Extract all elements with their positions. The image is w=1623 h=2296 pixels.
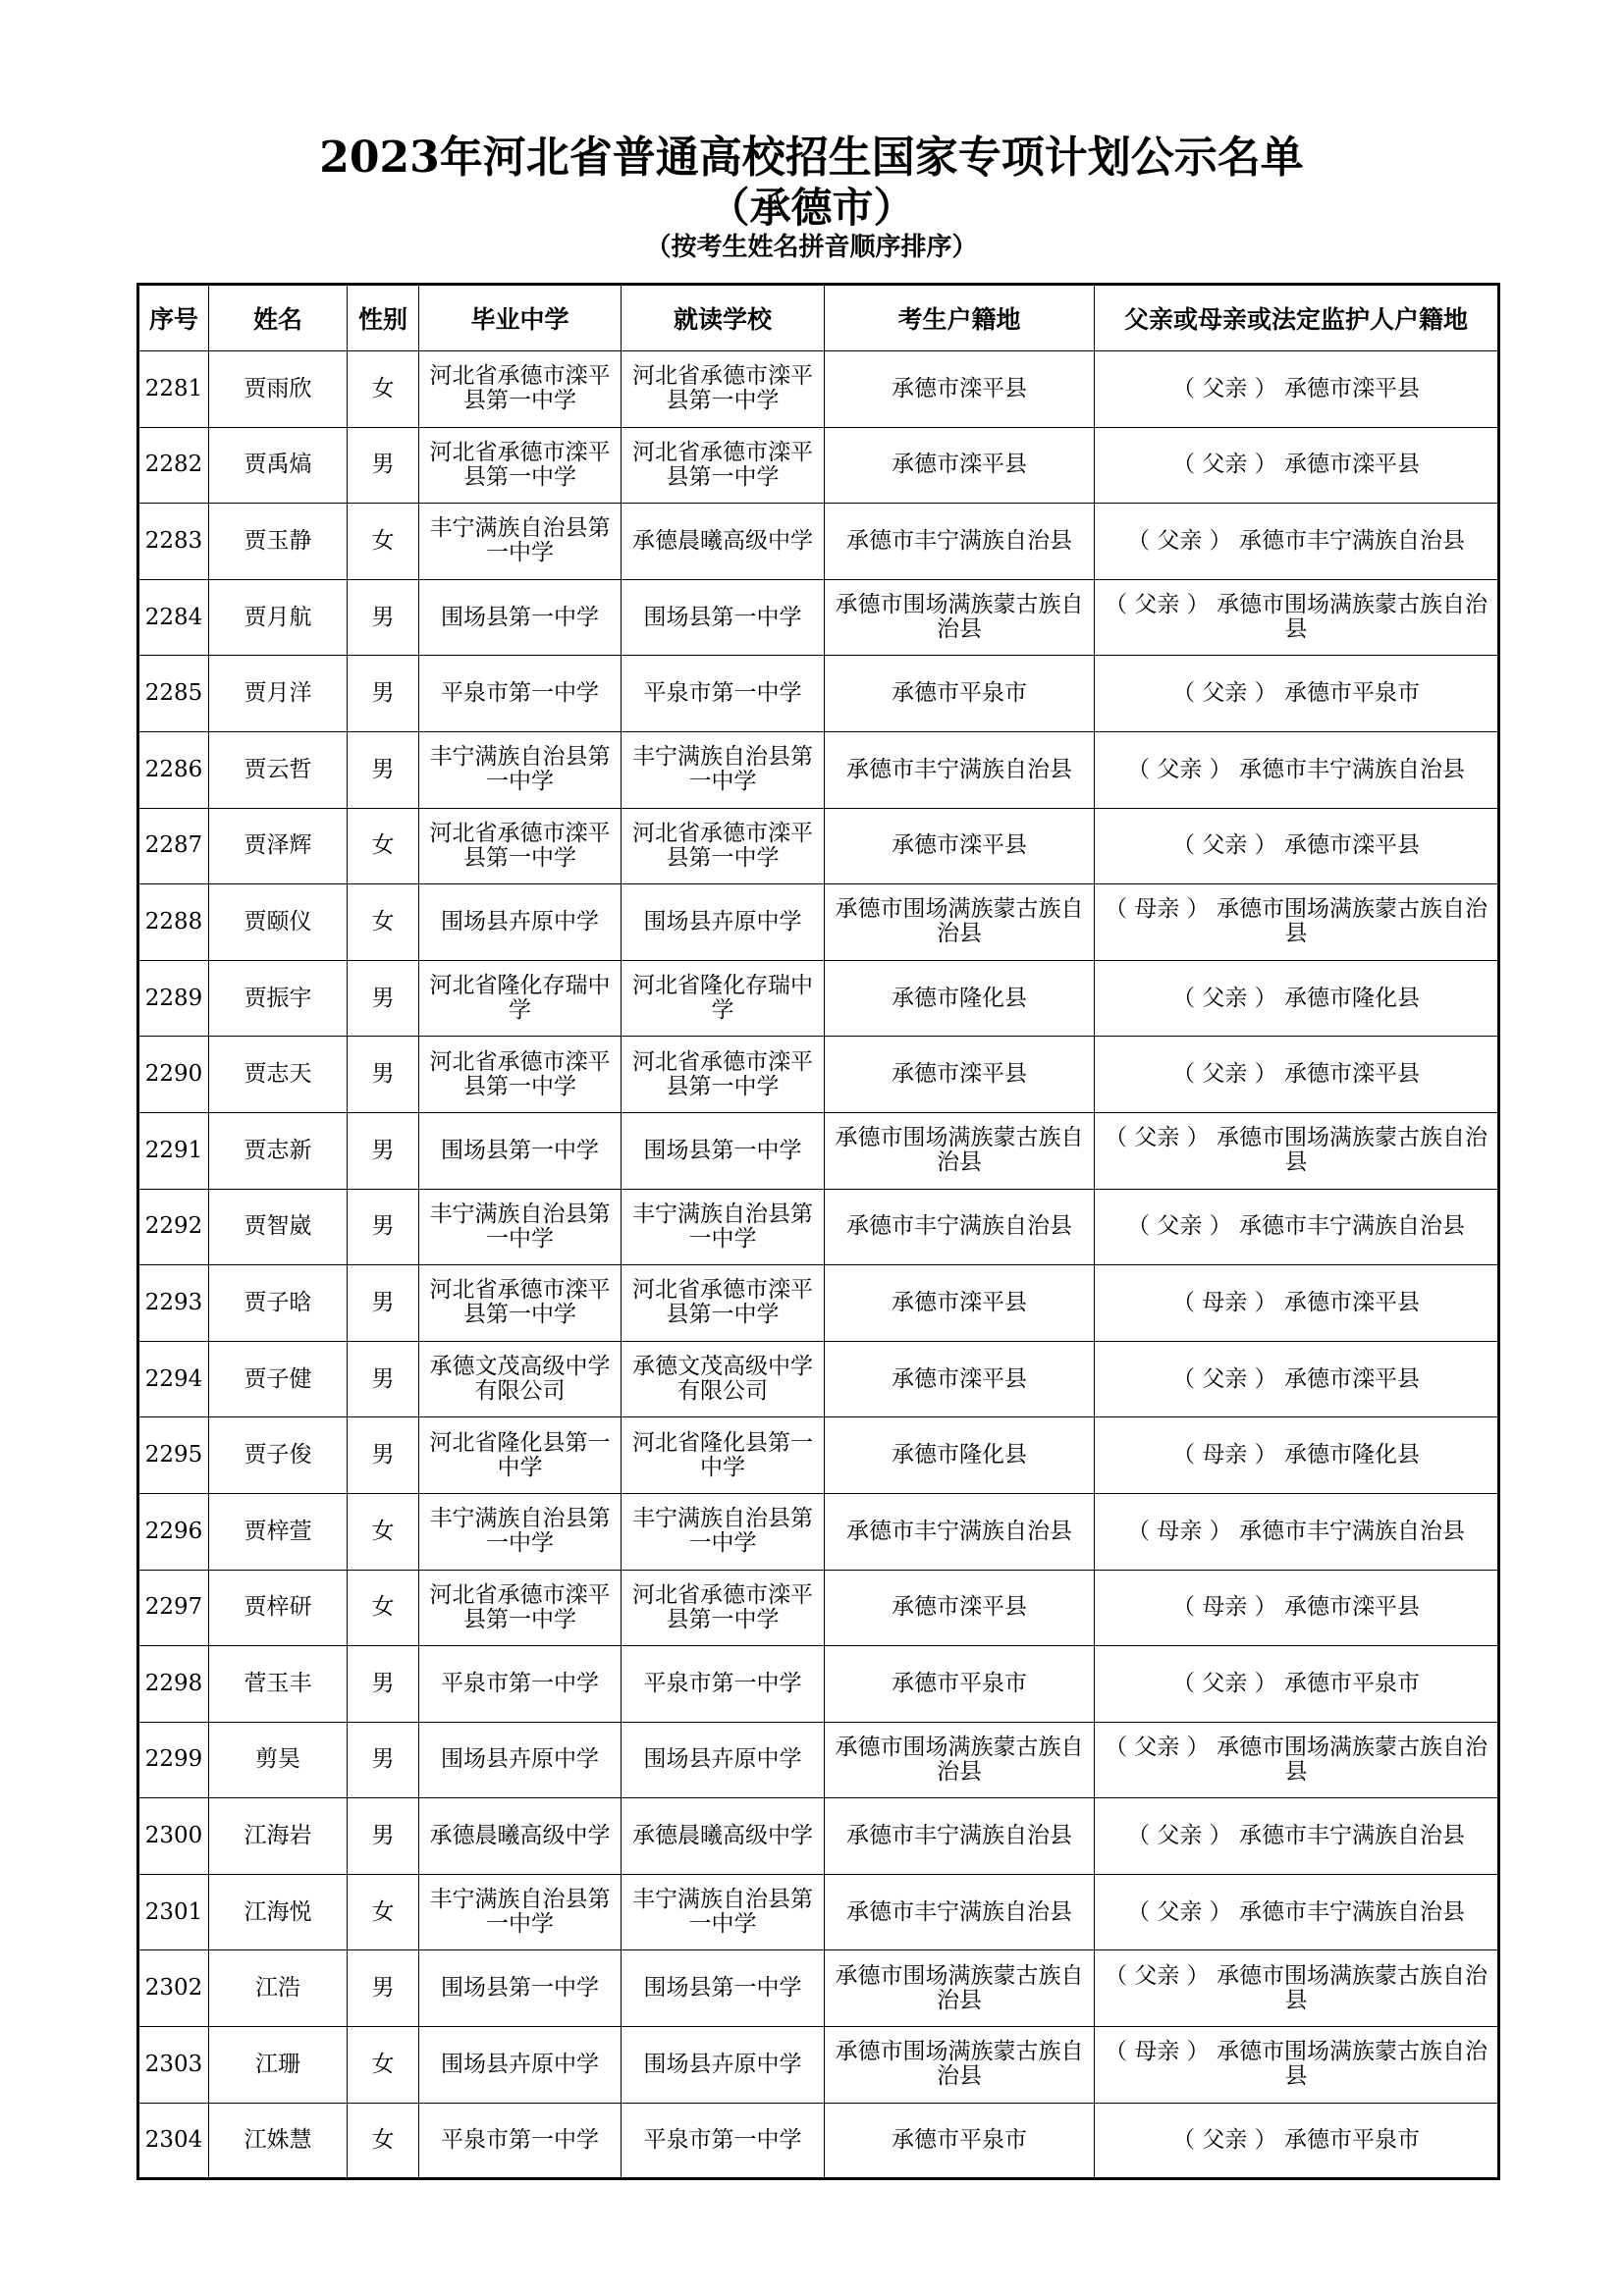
table-row xyxy=(138,656,1499,732)
table-header-row xyxy=(138,285,1499,351)
cell-current-school: 承德晨曦高级中学 xyxy=(622,504,825,580)
cell-grad-school: 围场县卉原中学 xyxy=(419,2027,622,2104)
cell-guardian-hukou: （ 父亲 ） 承德市丰宁满族自治县 xyxy=(1095,731,1499,808)
cell-hukou: 承德市丰宁满族自治县 xyxy=(825,1189,1095,1265)
table-row xyxy=(138,504,1499,580)
cell-no: 2302 xyxy=(138,1950,209,2027)
table-row xyxy=(138,1493,1499,1570)
cell-grad-school: 河北省承德市滦平县第一中学 xyxy=(419,427,622,504)
cell-gender: 女 xyxy=(348,351,419,428)
table-row xyxy=(138,1112,1499,1189)
cell-name: 贾志天 xyxy=(209,1037,348,1113)
cell-current-school: 围场县卉原中学 xyxy=(622,1722,825,1798)
cell-guardian-hukou: （ 父亲 ） 承德市滦平县 xyxy=(1095,1341,1499,1417)
cell-gender: 女 xyxy=(348,808,419,884)
cell-gender: 女 xyxy=(348,2103,419,2179)
table-row xyxy=(138,1798,1499,1875)
cell-name: 贾梓萱 xyxy=(209,1493,348,1570)
cell-name: 贾智崴 xyxy=(209,1189,348,1265)
table-row xyxy=(138,1646,1499,1723)
cell-no: 2300 xyxy=(138,1798,209,1875)
cell-name: 贾泽辉 xyxy=(209,808,348,884)
cell-hukou: 承德市丰宁满族自治县 xyxy=(825,1874,1095,1950)
cell-guardian-hukou: （ 父亲 ） 承德市滦平县 xyxy=(1095,351,1499,428)
cell-grad-school: 平泉市第一中学 xyxy=(419,656,622,732)
cell-name: 贾子健 xyxy=(209,1341,348,1417)
cell-gender: 男 xyxy=(348,656,419,732)
cell-hukou: 承德市滦平县 xyxy=(825,351,1095,428)
cell-grad-school: 围场县第一中学 xyxy=(419,579,622,656)
cell-name: 贾雨欣 xyxy=(209,351,348,428)
cell-current-school: 围场县第一中学 xyxy=(622,579,825,656)
cell-no: 2295 xyxy=(138,1417,209,1494)
cell-no: 2291 xyxy=(138,1112,209,1189)
cell-grad-school: 丰宁满族自治县第一中学 xyxy=(419,731,622,808)
cell-gender: 女 xyxy=(348,2027,419,2104)
cell-guardian-hukou: （ 父亲 ） 承德市围场满族蒙古族自治县 xyxy=(1095,1112,1499,1189)
cell-name: 贾月洋 xyxy=(209,656,348,732)
cell-current-school: 丰宁满族自治县第一中学 xyxy=(622,1189,825,1265)
cell-gender: 男 xyxy=(348,1722,419,1798)
table-row xyxy=(138,884,1499,961)
cell-no: 2283 xyxy=(138,504,209,580)
cell-grad-school: 围场县第一中学 xyxy=(419,1950,622,2027)
cell-guardian-hukou: （ 父亲 ） 承德市围场满族蒙古族自治县 xyxy=(1095,579,1499,656)
cell-current-school: 河北省承德市滦平县第一中学 xyxy=(622,1037,825,1113)
cell-guardian-hukou: （ 母亲 ） 承德市隆化县 xyxy=(1095,1417,1499,1494)
cell-current-school: 河北省承德市滦平县第一中学 xyxy=(622,808,825,884)
cell-hukou: 承德市隆化县 xyxy=(825,960,1095,1037)
cell-current-school: 围场县卉原中学 xyxy=(622,2027,825,2104)
cell-gender: 女 xyxy=(348,504,419,580)
cell-no: 2292 xyxy=(138,1189,209,1265)
cell-gender: 男 xyxy=(348,1265,419,1342)
column-header-current-school: 就读学校 xyxy=(622,285,825,351)
cell-gender: 男 xyxy=(348,1341,419,1417)
table-row xyxy=(138,960,1499,1037)
cell-no: 2289 xyxy=(138,960,209,1037)
cell-grad-school: 平泉市第一中学 xyxy=(419,2103,622,2179)
table-row xyxy=(138,2027,1499,2104)
cell-no: 2304 xyxy=(138,2103,209,2179)
cell-gender: 男 xyxy=(348,960,419,1037)
cell-grad-school: 河北省承德市滦平县第一中学 xyxy=(419,1570,622,1646)
cell-gender: 女 xyxy=(348,884,419,961)
cell-name: 贾振宇 xyxy=(209,960,348,1037)
cell-hukou: 承德市围场满族蒙古族自治县 xyxy=(825,579,1095,656)
table-row xyxy=(138,351,1499,428)
table-row xyxy=(138,2103,1499,2179)
cell-hukou: 承德市滦平县 xyxy=(825,427,1095,504)
cell-guardian-hukou: （ 父亲 ） 承德市丰宁满族自治县 xyxy=(1095,1874,1499,1950)
cell-hukou: 承德市隆化县 xyxy=(825,1417,1095,1494)
cell-gender: 男 xyxy=(348,1417,419,1494)
cell-hukou: 承德市围场满族蒙古族自治县 xyxy=(825,884,1095,961)
cell-grad-school: 河北省承德市滦平县第一中学 xyxy=(419,1037,622,1113)
table-row xyxy=(138,1037,1499,1113)
cell-grad-school: 丰宁满族自治县第一中学 xyxy=(419,504,622,580)
table-row xyxy=(138,1341,1499,1417)
cell-hukou: 承德市平泉市 xyxy=(825,2103,1095,2179)
cell-grad-school: 围场县卉原中学 xyxy=(419,884,622,961)
cell-name: 贾志新 xyxy=(209,1112,348,1189)
cell-current-school: 围场县第一中学 xyxy=(622,1950,825,2027)
cell-no: 2282 xyxy=(138,427,209,504)
cell-no: 2294 xyxy=(138,1341,209,1417)
cell-gender: 女 xyxy=(348,1874,419,1950)
cell-name: 贾子晗 xyxy=(209,1265,348,1342)
cell-grad-school: 丰宁满族自治县第一中学 xyxy=(419,1189,622,1265)
cell-hukou: 承德市围场满族蒙古族自治县 xyxy=(825,1722,1095,1798)
cell-no: 2297 xyxy=(138,1570,209,1646)
column-header-guardian-hukou: 父亲或母亲或法定监护人户籍地 xyxy=(1095,285,1499,351)
cell-no: 2298 xyxy=(138,1646,209,1723)
cell-grad-school: 平泉市第一中学 xyxy=(419,1646,622,1723)
cell-name: 贾颐仪 xyxy=(209,884,348,961)
cell-current-school: 平泉市第一中学 xyxy=(622,2103,825,2179)
cell-guardian-hukou: （ 母亲 ） 承德市滦平县 xyxy=(1095,1265,1499,1342)
column-header-name: 姓名 xyxy=(209,285,348,351)
table-row xyxy=(138,579,1499,656)
cell-hukou: 承德市平泉市 xyxy=(825,656,1095,732)
column-header-gender: 性别 xyxy=(348,285,419,351)
cell-current-school: 丰宁满族自治县第一中学 xyxy=(622,1874,825,1950)
column-header-grad-school: 毕业中学 xyxy=(419,285,622,351)
table-row xyxy=(138,1874,1499,1950)
cell-hukou: 承德市丰宁满族自治县 xyxy=(825,1798,1095,1875)
cell-guardian-hukou: （ 父亲 ） 承德市丰宁满族自治县 xyxy=(1095,504,1499,580)
cell-no: 2296 xyxy=(138,1493,209,1570)
cell-name: 江浩 xyxy=(209,1950,348,2027)
cell-name: 贾玉静 xyxy=(209,504,348,580)
cell-no: 2287 xyxy=(138,808,209,884)
cell-grad-school: 承德晨曦高级中学 xyxy=(419,1798,622,1875)
cell-gender: 女 xyxy=(348,1570,419,1646)
cell-grad-school: 丰宁满族自治县第一中学 xyxy=(419,1874,622,1950)
cell-guardian-hukou: （ 父亲 ） 承德市隆化县 xyxy=(1095,960,1499,1037)
cell-gender: 女 xyxy=(348,1493,419,1570)
cell-gender: 男 xyxy=(348,1112,419,1189)
cell-hukou: 承德市围场满族蒙古族自治县 xyxy=(825,1950,1095,2027)
table-row xyxy=(138,1265,1499,1342)
cell-hukou: 承德市丰宁满族自治县 xyxy=(825,731,1095,808)
cell-current-school: 河北省隆化县第一中学 xyxy=(622,1417,825,1494)
cell-no: 2301 xyxy=(138,1874,209,1950)
cell-current-school: 河北省承德市滦平县第一中学 xyxy=(622,1265,825,1342)
sort-note: （按考生姓名拼音顺序排序） xyxy=(645,233,978,262)
cell-current-school: 平泉市第一中学 xyxy=(622,656,825,732)
cell-hukou: 承德市滦平县 xyxy=(825,808,1095,884)
cell-name: 江海悦 xyxy=(209,1874,348,1950)
cell-grad-school: 河北省承德市滦平县第一中学 xyxy=(419,808,622,884)
cell-hukou: 承德市围场满族蒙古族自治县 xyxy=(825,2027,1095,2104)
cell-no: 2284 xyxy=(138,579,209,656)
page-title: 2023年河北省普通高校招生国家专项计划公示名单 xyxy=(319,133,1304,183)
cell-name: 贾子俊 xyxy=(209,1417,348,1494)
cell-no: 2303 xyxy=(138,2027,209,2104)
cell-gender: 男 xyxy=(348,1950,419,2027)
cell-no: 2286 xyxy=(138,731,209,808)
cell-name: 江姝慧 xyxy=(209,2103,348,2179)
cell-no: 2288 xyxy=(138,884,209,961)
cell-current-school: 河北省承德市滦平县第一中学 xyxy=(622,351,825,428)
cell-grad-school: 丰宁满族自治县第一中学 xyxy=(419,1493,622,1570)
cell-hukou: 承德市平泉市 xyxy=(825,1646,1095,1723)
cell-gender: 男 xyxy=(348,1798,419,1875)
table-row xyxy=(138,427,1499,504)
cell-no: 2290 xyxy=(138,1037,209,1113)
cell-current-school: 承德文茂高级中学有限公司 xyxy=(622,1341,825,1417)
cell-grad-school: 河北省承德市滦平县第一中学 xyxy=(419,1265,622,1342)
cell-guardian-hukou: （ 父亲 ） 承德市丰宁满族自治县 xyxy=(1095,1189,1499,1265)
cell-grad-school: 围场县第一中学 xyxy=(419,1112,622,1189)
table-row xyxy=(138,1570,1499,1646)
cell-guardian-hukou: （ 父亲 ） 承德市丰宁满族自治县 xyxy=(1095,1798,1499,1875)
table-row xyxy=(138,808,1499,884)
cell-current-school: 围场县卉原中学 xyxy=(622,884,825,961)
cell-hukou: 承德市围场满族蒙古族自治县 xyxy=(825,1112,1095,1189)
cell-gender: 男 xyxy=(348,427,419,504)
cell-gender: 男 xyxy=(348,731,419,808)
cell-name: 剪昊 xyxy=(209,1722,348,1798)
cell-hukou: 承德市丰宁满族自治县 xyxy=(825,504,1095,580)
cell-guardian-hukou: （ 父亲 ） 承德市平泉市 xyxy=(1095,656,1499,732)
cell-guardian-hukou: （ 母亲 ） 承德市围场满族蒙古族自治县 xyxy=(1095,2027,1499,2104)
cell-current-school: 承德晨曦高级中学 xyxy=(622,1798,825,1875)
cell-name: 贾云哲 xyxy=(209,731,348,808)
table-row xyxy=(138,1722,1499,1798)
page-subtitle: （承德市） xyxy=(708,184,915,232)
cell-no: 2281 xyxy=(138,351,209,428)
cell-current-school: 平泉市第一中学 xyxy=(622,1646,825,1723)
cell-name: 贾禹熇 xyxy=(209,427,348,504)
cell-guardian-hukou: （ 父亲 ） 承德市平泉市 xyxy=(1095,2103,1499,2179)
cell-hukou: 承德市滦平县 xyxy=(825,1037,1095,1113)
table-row xyxy=(138,1950,1499,2027)
cell-hukou: 承德市滦平县 xyxy=(825,1265,1095,1342)
cell-current-school: 围场县第一中学 xyxy=(622,1112,825,1189)
cell-guardian-hukou: （ 母亲 ） 承德市滦平县 xyxy=(1095,1570,1499,1646)
cell-current-school: 丰宁满族自治县第一中学 xyxy=(622,1493,825,1570)
table-row xyxy=(138,731,1499,808)
cell-guardian-hukou: （ 父亲 ） 承德市滦平县 xyxy=(1095,808,1499,884)
cell-name: 江珊 xyxy=(209,2027,348,2104)
cell-name: 江海岩 xyxy=(209,1798,348,1875)
cell-grad-school: 承德文茂高级中学有限公司 xyxy=(419,1341,622,1417)
cell-name: 菅玉丰 xyxy=(209,1646,348,1723)
table-body xyxy=(138,351,1499,2179)
cell-current-school: 河北省承德市滦平县第一中学 xyxy=(622,427,825,504)
cell-name: 贾梓研 xyxy=(209,1570,348,1646)
roster-table xyxy=(136,283,1500,2180)
cell-guardian-hukou: （ 母亲 ） 承德市围场满族蒙古族自治县 xyxy=(1095,884,1499,961)
cell-guardian-hukou: （ 母亲 ） 承德市丰宁满族自治县 xyxy=(1095,1493,1499,1570)
cell-grad-school: 河北省承德市滦平县第一中学 xyxy=(419,351,622,428)
cell-grad-school: 河北省隆化存瑞中学 xyxy=(419,960,622,1037)
cell-guardian-hukou: （ 父亲 ） 承德市围场满族蒙古族自治县 xyxy=(1095,1722,1499,1798)
cell-current-school: 河北省隆化存瑞中学 xyxy=(622,960,825,1037)
cell-grad-school: 河北省隆化县第一中学 xyxy=(419,1417,622,1494)
cell-guardian-hukou: （ 父亲 ） 承德市围场满族蒙古族自治县 xyxy=(1095,1950,1499,2027)
cell-gender: 男 xyxy=(348,579,419,656)
cell-gender: 男 xyxy=(348,1189,419,1265)
cell-guardian-hukou: （ 父亲 ） 承德市平泉市 xyxy=(1095,1646,1499,1723)
cell-hukou: 承德市滦平县 xyxy=(825,1341,1095,1417)
cell-hukou: 承德市滦平县 xyxy=(825,1570,1095,1646)
cell-current-school: 河北省承德市滦平县第一中学 xyxy=(622,1570,825,1646)
cell-current-school: 丰宁满族自治县第一中学 xyxy=(622,731,825,808)
cell-no: 2293 xyxy=(138,1265,209,1342)
cell-gender: 男 xyxy=(348,1037,419,1113)
cell-guardian-hukou: （ 父亲 ） 承德市滦平县 xyxy=(1095,427,1499,504)
cell-guardian-hukou: （ 父亲 ） 承德市滦平县 xyxy=(1095,1037,1499,1113)
cell-gender: 男 xyxy=(348,1646,419,1723)
cell-name: 贾月航 xyxy=(209,579,348,656)
cell-grad-school: 围场县卉原中学 xyxy=(419,1722,622,1798)
column-header-no: 序号 xyxy=(138,285,209,351)
table-row xyxy=(138,1189,1499,1265)
table-row xyxy=(138,1417,1499,1494)
column-header-hukou: 考生户籍地 xyxy=(825,285,1095,351)
cell-no: 2285 xyxy=(138,656,209,732)
cell-no: 2299 xyxy=(138,1722,209,1798)
cell-hukou: 承德市丰宁满族自治县 xyxy=(825,1493,1095,1570)
